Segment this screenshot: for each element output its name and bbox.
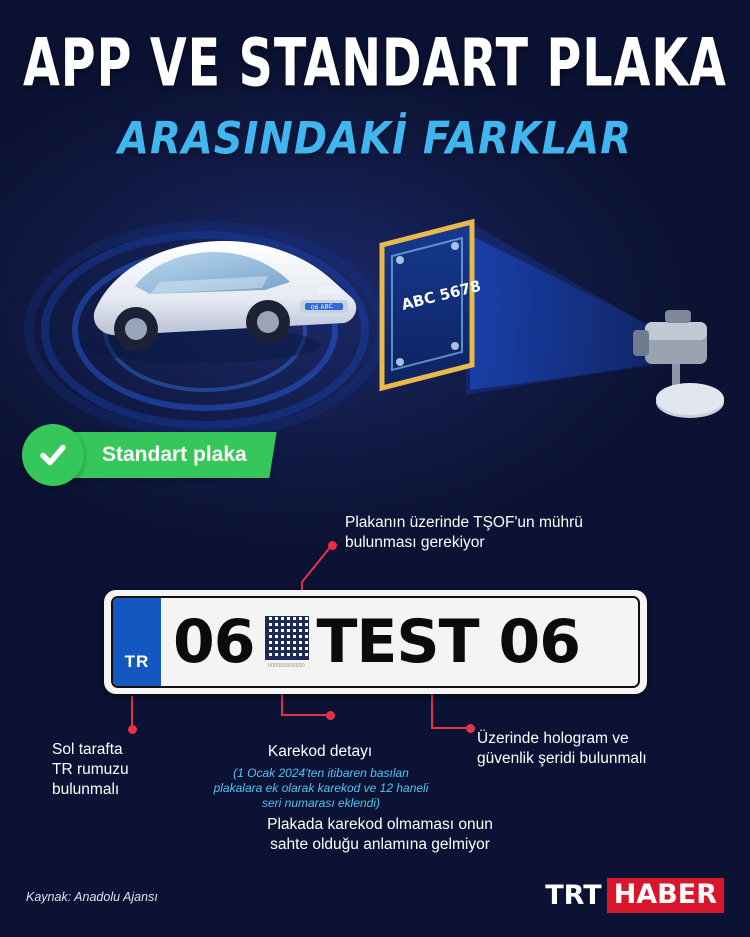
badge-label [64,432,276,478]
trt-haber-logo [545,878,724,913]
license-plate [104,590,647,694]
illustration-svg [0,190,750,455]
logo-haber-text: HABER [607,878,724,913]
source-credit: Kaynak: Anadolu Ajansı [26,890,158,904]
callout-qr-title: Karekod detayı [267,743,373,760]
svg-text:06 ABC: 06 ABC [310,302,333,312]
floating-plate [382,222,483,388]
header [0,24,750,165]
plate-left-number: 06 [173,607,255,677]
page-subtitle: ARASINDAKİ FARKLAR [117,113,632,165]
badge-label-text: Standart plaka [102,443,247,466]
standart-plaka-badge [22,424,273,486]
check-icon [22,424,84,486]
plate-country-code: TR [124,652,150,671]
callout-tr-code: Sol tarafta TR rumuzu bulunmalı [52,741,129,798]
qr-code-icon [264,616,310,669]
callout-no-qr-note: Plakada karekod olmaması onun sahte olduğu anlamına gelmiyor [267,816,493,853]
plate-right-text: TEST 06 [316,607,580,677]
callout-qr-note: (1 Ocak 2024'ten itibaren basılan plakalara ek olarak karekod ve 12 haneli seri numarası eklendi) [213,766,429,810]
plate-qr-serial: 000000000000 [268,662,305,669]
callout-dot-qr [326,711,335,720]
page-title: APP VE STANDART PLAKA [23,24,727,102]
plate-country-band [113,598,161,686]
logo-trt-text: TRT [545,880,602,911]
callout-dot-tr [128,725,137,734]
floating-plate-text: ABC 5678 [399,276,483,314]
callout-dot-tsof [328,541,337,550]
callout-hologram: Üzerinde hologram ve güvenlik şeridi bulunmalı [477,730,647,767]
callout-dot-hologram [466,724,475,733]
callout-tsof-seal: Plakanın üzerinde TŞOF'un mührü bulunması gerekiyor [345,514,583,551]
illustration [0,190,750,455]
